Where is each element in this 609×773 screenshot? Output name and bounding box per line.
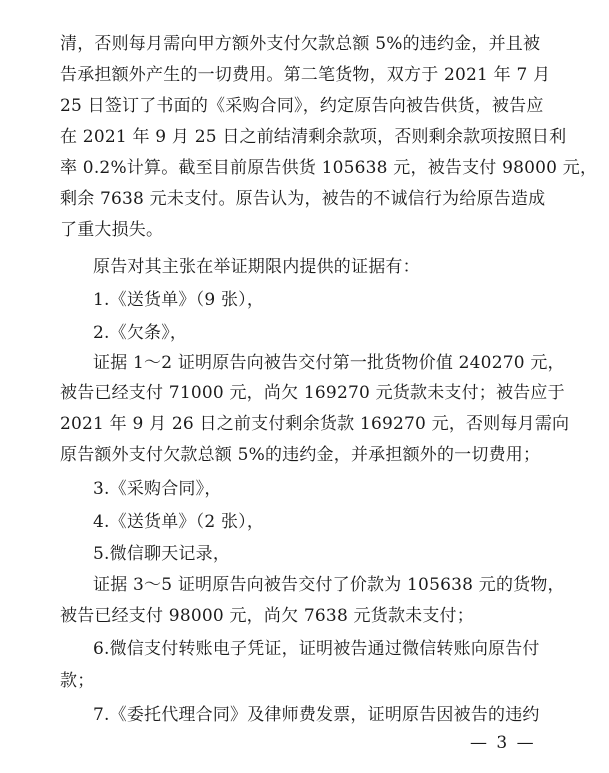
evidence-item-2: 2.《欠条》， [93,323,188,343]
evidence-item-3: 3.《采购合同》， [93,479,222,499]
text-line-13: 2021 年 9 月 26 日之前支付剩余货款 169270 元，否则每月需向 [60,414,570,434]
text-line-4: 在 2021 年 9 月 25 日之前结清剩余款项，否则剩余款项按照日利 [60,127,567,147]
text-line-12: 被告已经支付 71000 元，尚欠 169270 元货款未支付；被告应于 [60,383,565,403]
text-line-2: 告承担额外产生的一切费用。第二笔货物，双方于 2021 年 7 月 [60,65,551,85]
text-line-21: 款； [60,671,95,691]
text-line-14: 原告额外支付欠款总额 5%的违约金，并承担额外的一切费用； [60,445,541,465]
text-line-7: 了重大损失。 [60,220,164,240]
page-number: — 3 — [470,733,536,753]
evidence-item-1: 1.《送货单》（9 张）， [93,290,265,310]
text-line-3: 25 日签订了书面的《采购合同》，约定原告向被告供货，被告应 [60,96,544,116]
text-line-1: 清，否则每月需向甲方额外支付欠款总额 5%的违约金，并且被 [60,34,541,54]
text-line-19: 被告已经支付 98000 元，尚欠 7638 元货款未支付； [60,606,474,626]
text-line-5: 率 0.2%计算。截至目前原告供货 105638 元，被告支付 98000 元， [60,158,598,178]
evidence-item-4: 4.《送货单》（2 张）， [93,512,265,532]
evidence-item-5: 5.微信聊天记录， [93,544,231,564]
evidence-proof-3-5: 证据 3～5 证明原告向被告交付了价款为 105638 元的货物， [93,575,565,595]
evidence-proof-1-2: 证据 1～2 证明原告向被告交付第一批货物价值 240270 元， [93,353,565,373]
evidence-item-6: 6.微信支付转账电子凭证，证明被告通过微信转账向原告付 [93,639,540,659]
evidence-item-7: 7.《委托代理合同》及律师费发票，证明原告因被告的违约 [93,705,540,725]
evidence-intro: 原告对其主张在举证期限内提供的证据有： [93,257,420,277]
text-line-6: 剩余 7638 元未支付。原告认为，被告的不诚信行为给原告造成 [60,189,546,209]
